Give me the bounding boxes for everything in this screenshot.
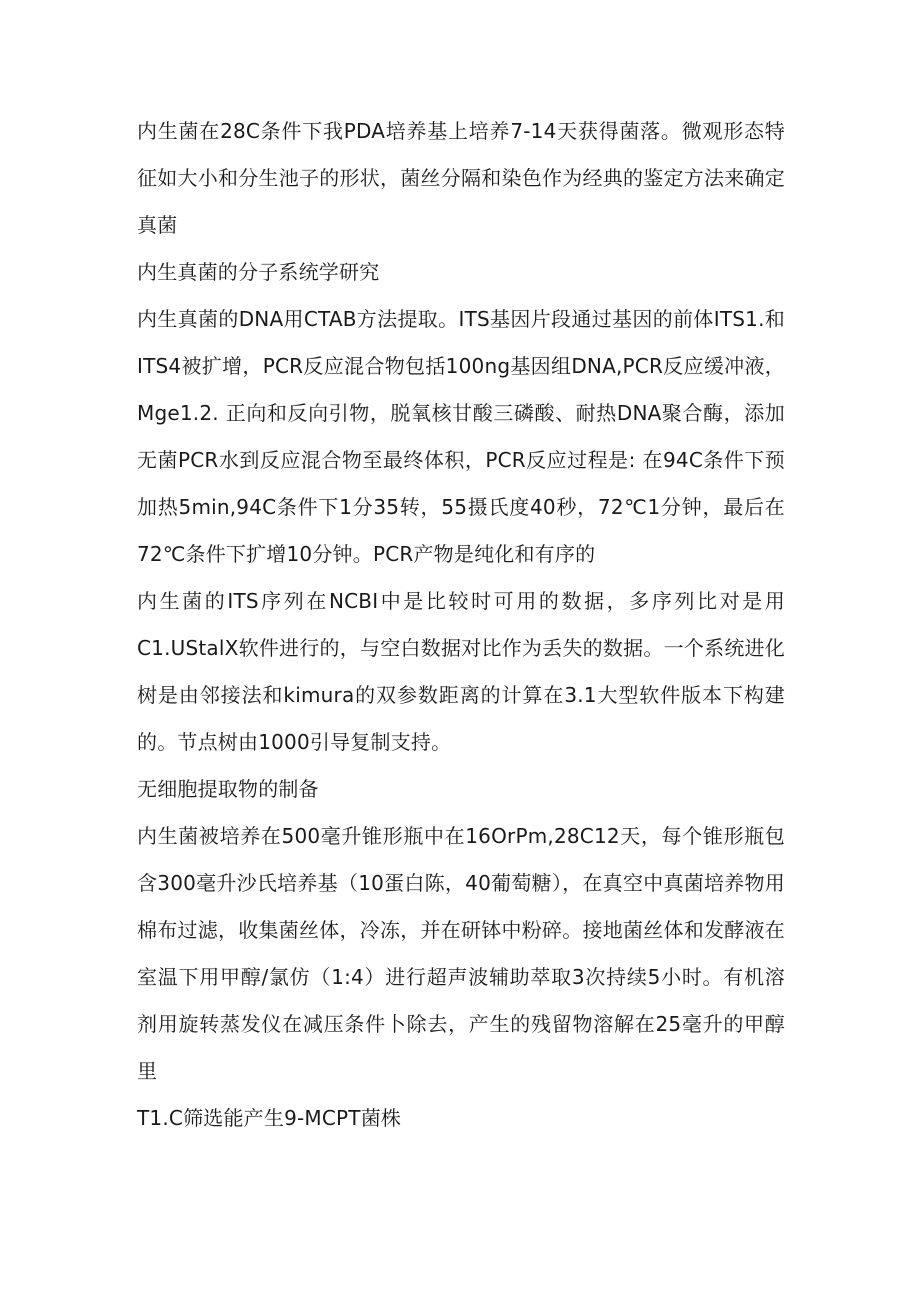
section-heading-molecular-systematics: 内生真菌的分子系统学研究	[137, 260, 380, 284]
paragraph-extract-preparation: 内生菌被培养在500毫升锥形瓶中在16OrPm,28C12天，每个锥形瓶包含300毫升沙氏培养基（10蛋白陈，40葡萄糖），在真空中真菌培养物用棉布过滤，收集菌丝体，冷冻，并在研钵中粉碎。接地菌丝体和发酵液在室温下用甲醇/氯仿（1:4）进行超声波辅助萃取3次持续5小时。有机溶剂用旋转蒸发仪在减压条件卜除去，产生的残留物溶解在25毫升的甲醇里	[137, 824, 785, 1083]
paragraph-culture-morphology: 内生菌在28C条件下我PDA培养基上培养7-14天获得菌落。微观形态特征如大小和分生池子的形状，菌丝分隔和染色作为经典的鉴定方法来确定真菌	[137, 119, 785, 237]
document-body	[137, 108, 785, 1142]
paragraph-dna-extraction-pcr: 内生真菌的DNA用CTAB方法提取。ITS基因片段通过基因的前体ITS1.和ITS4被扩增，PCR反应混合物包括100ng基因组DNA,PCR反应缓冲液，Mge1.2. 正向和反向引物，脱氧核甘酸三磷酸、耐热DNA聚合酶，添加无菌PCR水到反应混合物至最终体积，PCR反应过程是: 在94C条件下预加热5min,94C条件下1分35转，55摄氏度40秒，72℃1分钟，最后在72℃条件下扩增10分钟。PCR产物是纯化和有序的	[137, 307, 785, 566]
section-heading-tlc-screening: T1.C筛选能产生9-MCPT菌株	[137, 1106, 402, 1130]
paragraph-its-sequence-analysis: 内生菌的ITS序列在NCBI中是比较时可用的数据，多序列比对是用C1.UStalX软件进行的，与空白数据对比作为丢失的数据。一个系统进化树是由邻接法和kimura的双参数距离的计算在3.1大型软件版本下构建的。节点树由1000引导复制支持。	[137, 589, 785, 754]
section-heading-cell-free-extract: 无细胞提取物的制备	[137, 777, 319, 801]
